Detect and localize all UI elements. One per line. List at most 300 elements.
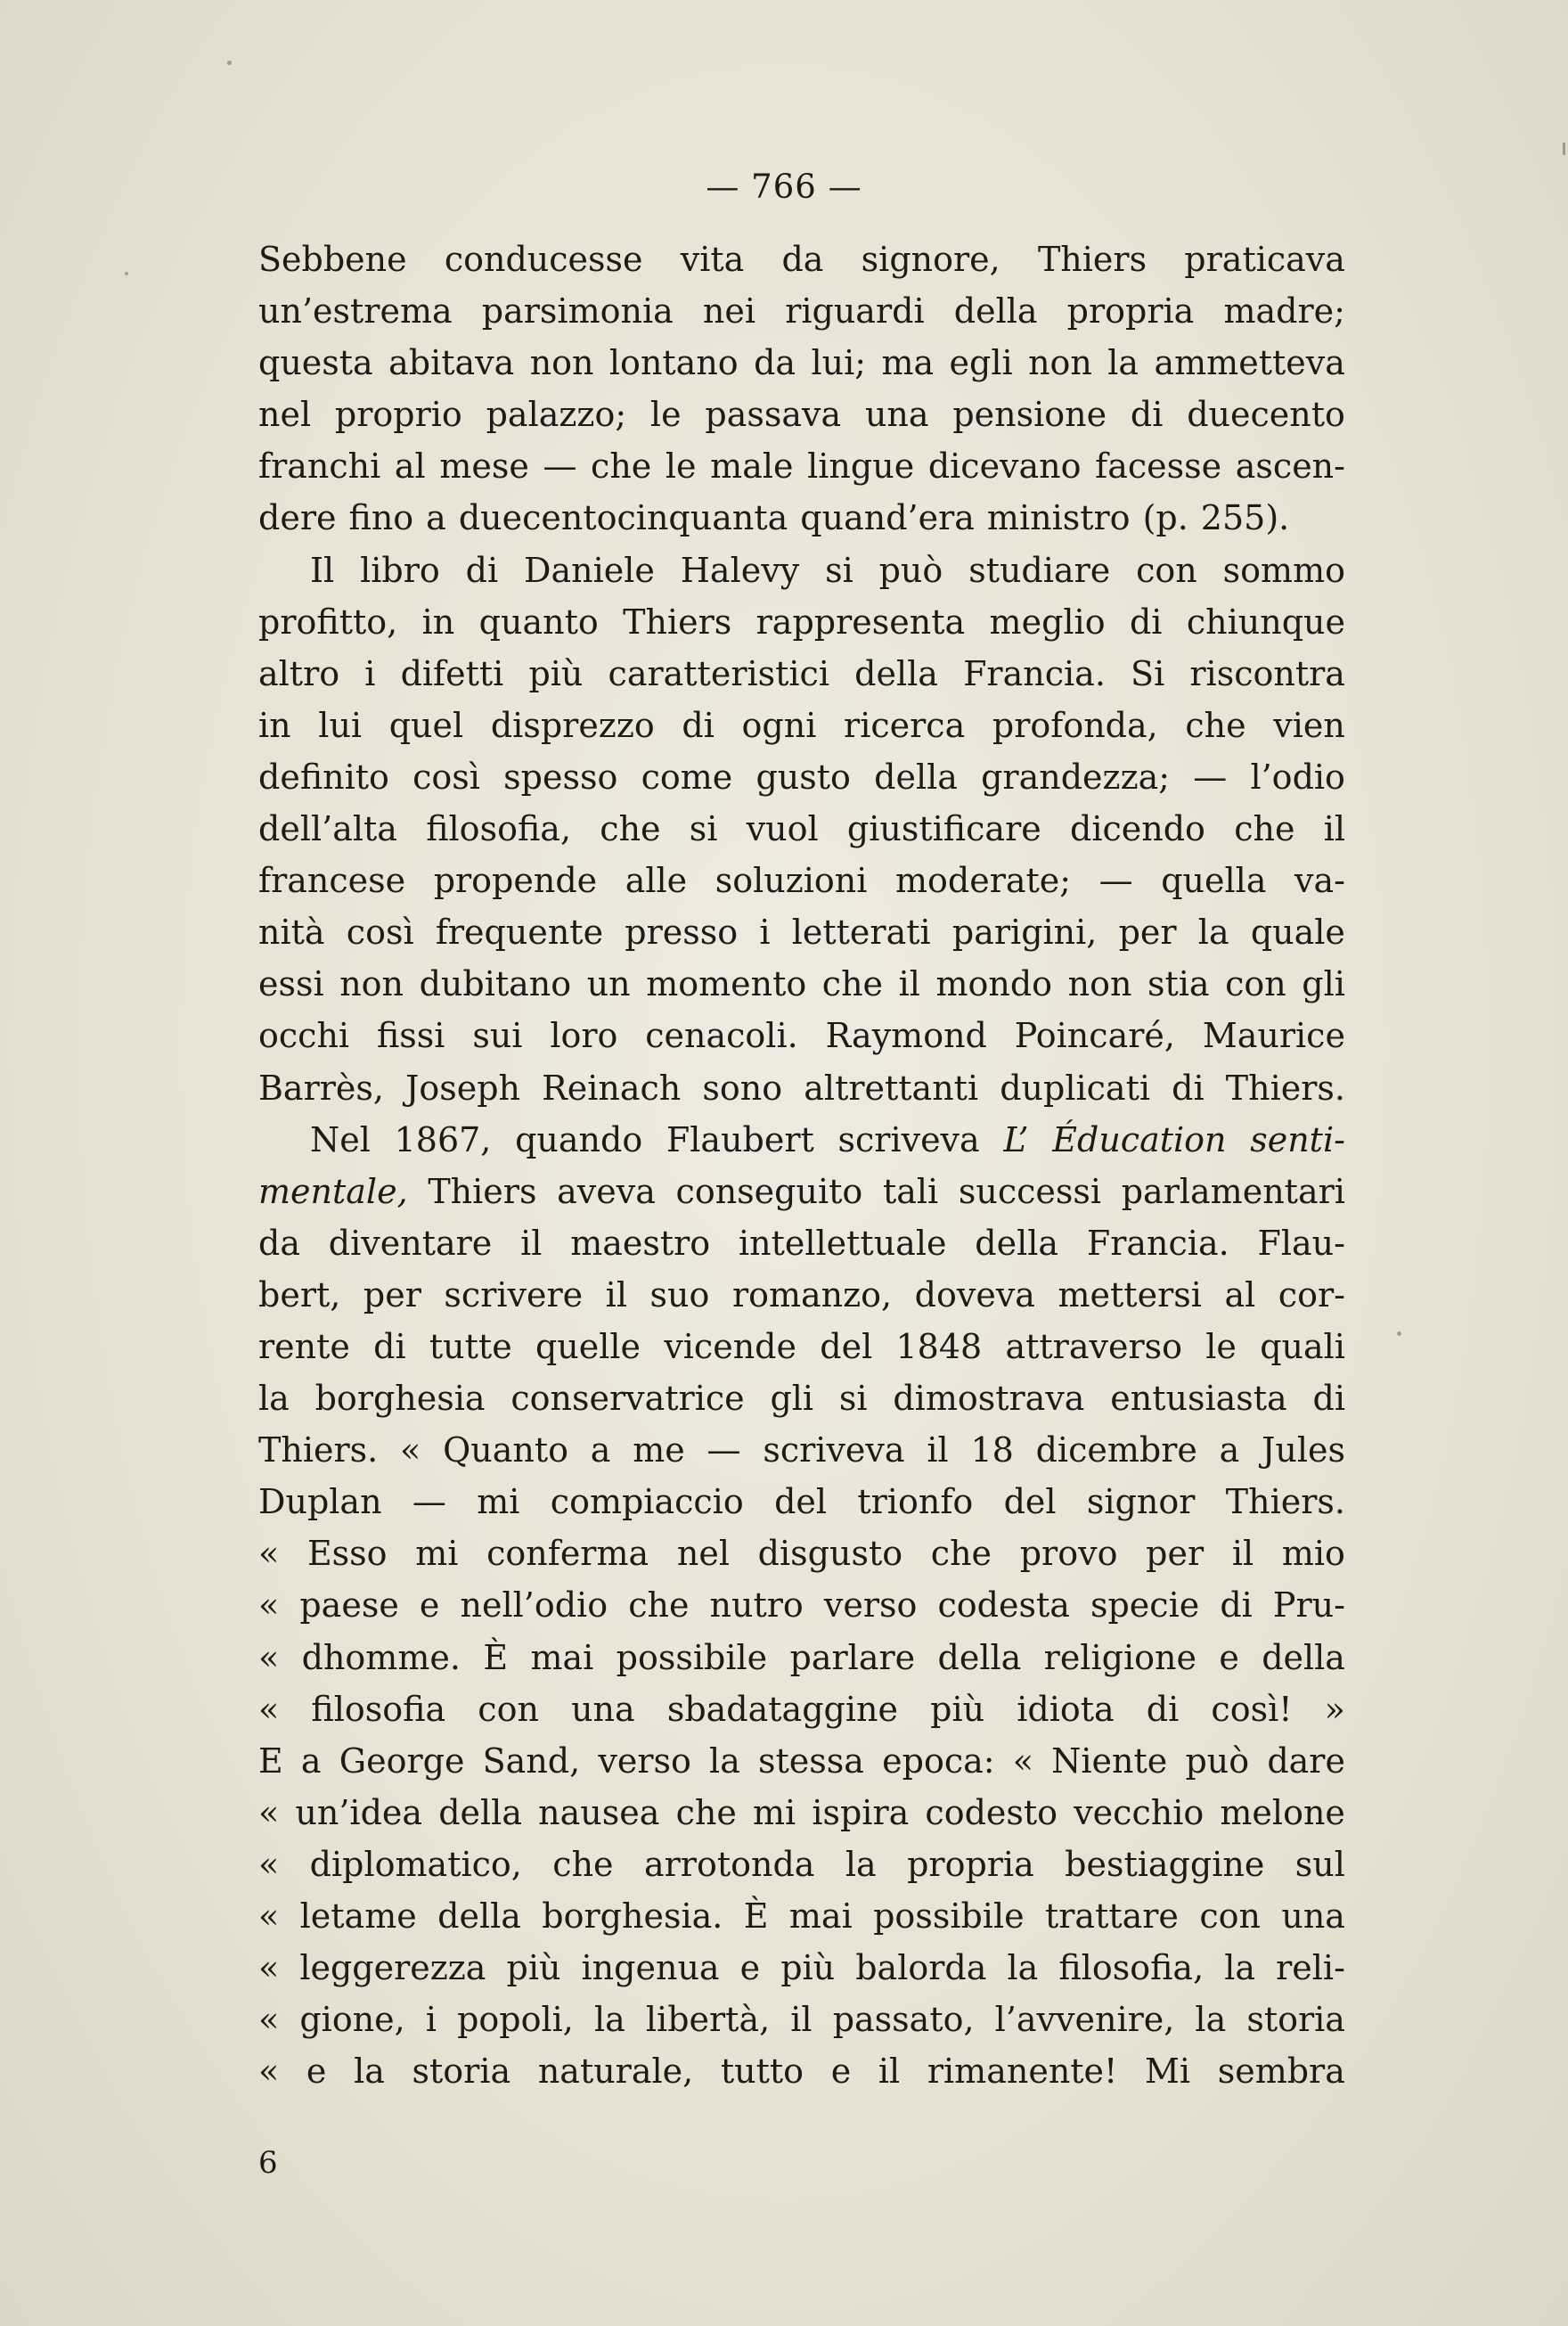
word: sui bbox=[472, 1016, 523, 1056]
word: maestro bbox=[570, 1223, 711, 1263]
word: proprio bbox=[334, 395, 462, 435]
text-line bbox=[258, 1372, 1345, 1424]
text-line bbox=[258, 751, 1345, 803]
word: mio bbox=[1281, 1534, 1345, 1574]
word: melone bbox=[1220, 1792, 1345, 1832]
text-line bbox=[258, 648, 1345, 700]
text-line bbox=[258, 958, 1345, 1010]
text-line bbox=[258, 545, 1345, 596]
word: dubitano bbox=[419, 964, 572, 1004]
word: Mi bbox=[1144, 2052, 1191, 2092]
word: la bbox=[845, 1844, 877, 1884]
word: della bbox=[953, 291, 1038, 332]
word: mai bbox=[788, 1896, 853, 1936]
word: non bbox=[529, 343, 594, 383]
word: caratteristici bbox=[608, 653, 829, 693]
word: letame bbox=[299, 1896, 417, 1936]
word: e bbox=[739, 1948, 761, 1988]
word: spesso bbox=[503, 757, 618, 797]
word: epoca: bbox=[882, 1740, 995, 1781]
word: come bbox=[641, 757, 733, 797]
paper-speck bbox=[1563, 143, 1565, 155]
word: » bbox=[1324, 1689, 1345, 1729]
word: Esso bbox=[306, 1534, 388, 1574]
word: popoli, bbox=[457, 2000, 574, 2040]
text-line bbox=[258, 337, 1345, 389]
word: l’odio bbox=[1250, 757, 1345, 797]
word: la bbox=[1195, 2000, 1227, 2040]
word: borghesia. bbox=[542, 1896, 723, 1936]
word: Poincaré, bbox=[1014, 1016, 1175, 1056]
text-line bbox=[258, 389, 1345, 440]
word: stia bbox=[1147, 964, 1210, 1004]
word: mi bbox=[752, 1792, 796, 1832]
word: quali bbox=[1260, 1326, 1345, 1366]
text-line bbox=[258, 1010, 1345, 1061]
word: la bbox=[709, 1740, 740, 1781]
word: che bbox=[1185, 705, 1246, 745]
word: della bbox=[438, 1792, 522, 1832]
word: della bbox=[874, 757, 958, 797]
body-text bbox=[258, 233, 1345, 2097]
word: profonda, bbox=[992, 705, 1158, 745]
word: Thiers bbox=[428, 1171, 537, 1211]
word: Thiers. bbox=[1225, 1068, 1345, 1108]
word: « bbox=[258, 1534, 280, 1574]
word: soluzioni bbox=[715, 861, 868, 901]
word: i bbox=[759, 913, 771, 953]
word: facesse bbox=[1095, 446, 1222, 487]
word: loro bbox=[550, 1016, 618, 1056]
word: intellettuale bbox=[738, 1223, 947, 1263]
word: momento bbox=[646, 964, 807, 1004]
word: che bbox=[821, 964, 884, 1004]
word: nel bbox=[258, 395, 312, 435]
word: mese bbox=[439, 446, 529, 487]
text-line bbox=[258, 1787, 1345, 1839]
word: possibile bbox=[616, 1637, 768, 1677]
word: una bbox=[864, 395, 929, 435]
word: « bbox=[400, 1430, 421, 1470]
word: francese bbox=[258, 861, 406, 901]
word: dicevano bbox=[927, 446, 1082, 487]
word: del bbox=[774, 1482, 828, 1522]
word: verso bbox=[598, 1740, 691, 1781]
word: disgusto bbox=[757, 1534, 903, 1574]
word: la bbox=[1224, 1948, 1256, 1988]
word: Francia. bbox=[1086, 1223, 1229, 1263]
word: chiunque bbox=[1186, 602, 1345, 642]
word: di bbox=[1129, 602, 1163, 642]
signature-mark: 6 bbox=[258, 2145, 278, 2181]
word: grandezza; bbox=[981, 757, 1171, 797]
word: e bbox=[830, 2052, 852, 2092]
word: che bbox=[675, 1792, 737, 1832]
word: sul bbox=[1294, 1844, 1345, 1884]
word: le bbox=[1205, 1326, 1237, 1366]
word: idiota bbox=[1017, 1689, 1115, 1729]
word: dicendo bbox=[1070, 809, 1205, 849]
word: dhomme. bbox=[301, 1637, 461, 1677]
word: ammetteva bbox=[1154, 343, 1345, 383]
word: tali bbox=[882, 1171, 939, 1211]
word: più bbox=[930, 1689, 985, 1729]
word: una bbox=[1281, 1896, 1345, 1936]
word: nei bbox=[702, 291, 756, 332]
word: lontano bbox=[608, 343, 739, 383]
word: tutto bbox=[720, 2052, 804, 2092]
text-line bbox=[258, 492, 1345, 544]
word: così bbox=[412, 757, 480, 797]
word: da bbox=[754, 343, 796, 383]
word: romanzo, bbox=[731, 1274, 893, 1315]
word: occhi bbox=[258, 1016, 350, 1056]
word: il bbox=[1323, 809, 1345, 849]
word: essi bbox=[258, 964, 324, 1004]
word: parigini, bbox=[951, 913, 1098, 953]
word: frequente bbox=[435, 913, 604, 953]
word: in bbox=[258, 705, 291, 745]
word: — bbox=[1098, 861, 1133, 901]
word: rimanente! bbox=[927, 2052, 1118, 2092]
word: praticava bbox=[1184, 240, 1345, 279]
word: Daniele bbox=[524, 550, 655, 590]
word: ingenua bbox=[581, 1948, 720, 1988]
word: moderate; bbox=[894, 861, 1072, 901]
word: quella bbox=[1161, 861, 1267, 901]
word: a bbox=[590, 1430, 611, 1470]
word: ispira bbox=[812, 1792, 910, 1832]
word: E bbox=[258, 1740, 283, 1781]
word: il bbox=[878, 2052, 901, 2092]
word: Éducation bbox=[1052, 1119, 1227, 1159]
word: le bbox=[665, 446, 697, 487]
word: verso bbox=[823, 1585, 918, 1626]
word: Il bbox=[310, 550, 335, 590]
word: duecento bbox=[1187, 395, 1345, 435]
word: che bbox=[628, 1585, 690, 1626]
word: « bbox=[258, 2052, 280, 2092]
word: così! bbox=[1211, 1689, 1293, 1729]
word: di bbox=[1172, 1068, 1205, 1108]
word: per bbox=[363, 1274, 421, 1315]
word: si bbox=[825, 550, 853, 590]
word: Maurice bbox=[1202, 1016, 1345, 1056]
word: nità bbox=[258, 913, 325, 953]
word: vecchio bbox=[1074, 1792, 1205, 1832]
word: studiare bbox=[968, 550, 1111, 590]
word: può bbox=[1185, 1740, 1250, 1781]
word: conferma bbox=[486, 1534, 649, 1574]
text-line bbox=[258, 233, 1345, 285]
word: Thiers bbox=[623, 602, 732, 642]
word: che bbox=[600, 809, 661, 849]
word: Reinach bbox=[542, 1068, 682, 1108]
word: un bbox=[586, 964, 631, 1004]
word: Francia. bbox=[963, 653, 1106, 693]
word: « bbox=[1012, 1740, 1033, 1781]
word: di bbox=[1146, 1689, 1180, 1729]
word: male bbox=[710, 446, 794, 487]
word: lui; bbox=[811, 343, 867, 383]
word: tutte bbox=[429, 1326, 512, 1366]
text-line bbox=[258, 285, 1345, 337]
text-line bbox=[258, 1527, 1345, 1579]
word: il bbox=[898, 964, 920, 1004]
word: « bbox=[258, 1689, 280, 1729]
word: pensione bbox=[952, 395, 1107, 435]
word: il bbox=[927, 1430, 949, 1470]
word: stessa bbox=[758, 1740, 864, 1781]
word: franchi bbox=[258, 446, 381, 487]
word: balorda bbox=[855, 1948, 987, 1988]
word: passava bbox=[705, 395, 842, 435]
word: diplomatico, bbox=[309, 1844, 522, 1884]
word: mai bbox=[530, 1637, 594, 1677]
word: della bbox=[937, 1637, 1022, 1677]
word: nutro bbox=[709, 1585, 804, 1626]
word: e bbox=[419, 1585, 440, 1626]
text-line bbox=[258, 596, 1345, 648]
word: non bbox=[1067, 964, 1132, 1004]
word: mi bbox=[477, 1482, 520, 1522]
word: — bbox=[1193, 757, 1228, 797]
word: « bbox=[258, 1637, 280, 1677]
word: quel bbox=[388, 705, 464, 745]
word: « bbox=[258, 1948, 280, 1988]
word: che bbox=[1234, 809, 1295, 849]
text-line bbox=[258, 1269, 1345, 1321]
word: letterati bbox=[791, 913, 931, 953]
word: lui bbox=[318, 705, 363, 745]
word: al bbox=[1224, 1274, 1256, 1315]
word: per bbox=[1118, 913, 1177, 953]
word: così bbox=[346, 913, 414, 953]
word: « bbox=[258, 2000, 280, 2040]
word: me bbox=[633, 1430, 685, 1470]
word: profitto, bbox=[258, 602, 398, 642]
word: presso bbox=[625, 913, 739, 953]
word: fissi bbox=[376, 1016, 445, 1056]
word: gusto bbox=[755, 757, 851, 797]
word: Thiers. bbox=[1225, 1482, 1345, 1522]
word: 1867, bbox=[394, 1119, 492, 1159]
word: conservatrice bbox=[510, 1379, 745, 1419]
word: Flaubert bbox=[666, 1119, 814, 1159]
word: compiaccio bbox=[550, 1482, 744, 1522]
word: questa bbox=[258, 343, 373, 383]
word: con bbox=[1225, 964, 1286, 1004]
text-line bbox=[258, 1942, 1345, 1994]
word: parsimonia bbox=[481, 291, 674, 332]
word: riguardi bbox=[785, 291, 925, 332]
word: sembra bbox=[1217, 2052, 1345, 2092]
word: le bbox=[649, 395, 682, 435]
word: bert, bbox=[258, 1274, 341, 1315]
word: con bbox=[1136, 550, 1197, 590]
word: al bbox=[394, 446, 426, 487]
word: gli bbox=[770, 1379, 814, 1419]
word: signor bbox=[1086, 1482, 1196, 1522]
word: la bbox=[1107, 343, 1139, 383]
word: possibile bbox=[873, 1896, 1025, 1936]
page-number: — 766 — bbox=[706, 168, 862, 206]
text-line bbox=[258, 1839, 1345, 1890]
word: « bbox=[258, 1896, 280, 1936]
text-line bbox=[258, 1166, 1345, 1217]
text-line bbox=[258, 440, 1345, 492]
word: trionfo bbox=[857, 1482, 974, 1522]
word: di bbox=[1130, 395, 1164, 435]
word: di bbox=[1220, 1585, 1253, 1626]
text-line bbox=[258, 855, 1345, 906]
word: naturale, bbox=[537, 2052, 694, 2092]
word: riscontra bbox=[1189, 653, 1345, 693]
word: una bbox=[571, 1689, 635, 1729]
text-line bbox=[258, 906, 1345, 958]
word: che bbox=[552, 1844, 614, 1884]
word: mettersi bbox=[1058, 1274, 1202, 1315]
word: a bbox=[426, 498, 446, 538]
word: il bbox=[1231, 1534, 1254, 1574]
word: egli bbox=[949, 343, 1013, 383]
word: Quanto bbox=[443, 1430, 568, 1470]
word: sono bbox=[702, 1068, 783, 1108]
word: senti- bbox=[1250, 1119, 1345, 1159]
text-line bbox=[258, 1579, 1345, 1631]
text-line bbox=[258, 1994, 1345, 2045]
word: il bbox=[520, 1223, 543, 1263]
word: signore, bbox=[861, 240, 1000, 279]
word: George bbox=[339, 1740, 465, 1781]
word: gli bbox=[1302, 964, 1345, 1004]
word: Barrès, bbox=[258, 1068, 384, 1108]
word: Joseph bbox=[405, 1068, 521, 1108]
word: cenacoli. bbox=[645, 1016, 798, 1056]
word: — bbox=[543, 446, 577, 487]
word: quale bbox=[1250, 913, 1345, 953]
word: Raymond bbox=[825, 1016, 987, 1056]
word: un’estrema bbox=[258, 291, 453, 332]
word: dicembre bbox=[1035, 1430, 1197, 1470]
word: attraverso bbox=[1005, 1326, 1183, 1366]
word: trattare bbox=[1044, 1896, 1179, 1936]
word: più bbox=[506, 1948, 561, 1988]
word: religione bbox=[1043, 1637, 1196, 1677]
text-line bbox=[258, 1062, 1345, 1114]
word: Sand, bbox=[482, 1740, 581, 1781]
word: definito bbox=[258, 757, 389, 797]
word: della bbox=[1262, 1637, 1345, 1677]
word: la bbox=[1007, 1948, 1039, 1988]
text-line bbox=[258, 2045, 1345, 2097]
word: Si bbox=[1131, 653, 1165, 693]
word: filosofia, bbox=[1058, 1948, 1205, 1988]
word: palazzo; bbox=[486, 395, 627, 435]
word: nell’odio bbox=[460, 1585, 608, 1626]
word: (p. bbox=[1142, 498, 1188, 538]
word: parlare bbox=[789, 1637, 916, 1677]
word: conducesse bbox=[444, 240, 643, 279]
word: va- bbox=[1294, 861, 1345, 901]
word: quelle bbox=[535, 1326, 641, 1366]
word: ricerca bbox=[844, 705, 966, 745]
word: paese bbox=[299, 1585, 399, 1626]
word: successi bbox=[958, 1171, 1102, 1211]
word: e bbox=[306, 2052, 327, 2092]
word: ascen- bbox=[1235, 446, 1345, 487]
word: storia bbox=[1246, 2000, 1345, 2040]
word: la bbox=[593, 2000, 625, 2040]
word: e bbox=[1219, 1637, 1239, 1677]
word: Pru- bbox=[1272, 1585, 1345, 1626]
word: scriveva bbox=[763, 1430, 905, 1470]
word: Nel bbox=[310, 1119, 371, 1159]
word: Jules bbox=[1262, 1430, 1345, 1470]
word: propende bbox=[433, 861, 598, 901]
word: madre; bbox=[1223, 291, 1345, 332]
word: duecentocinquanta bbox=[458, 498, 788, 538]
word: Halevy bbox=[680, 550, 800, 590]
word: propria bbox=[1066, 291, 1195, 332]
word: vita bbox=[680, 240, 745, 279]
word: specie bbox=[1090, 1585, 1200, 1626]
word: È bbox=[483, 1637, 509, 1677]
word: passato, bbox=[832, 2000, 975, 2040]
word: storia bbox=[412, 2052, 511, 2092]
word: il bbox=[790, 2000, 813, 2040]
word: a bbox=[1219, 1430, 1240, 1470]
word: Flau- bbox=[1257, 1223, 1345, 1263]
word: filosofia bbox=[311, 1689, 446, 1729]
word: con bbox=[478, 1689, 539, 1729]
word: alle bbox=[625, 861, 688, 901]
word: lingue bbox=[807, 446, 915, 487]
word: conseguito bbox=[675, 1171, 863, 1211]
word: giustificare bbox=[846, 809, 1041, 849]
text-line bbox=[258, 1476, 1345, 1527]
word: ministro bbox=[986, 498, 1131, 538]
word: dimostrava bbox=[893, 1379, 1085, 1419]
word: disprezzo bbox=[490, 705, 655, 745]
text-line bbox=[258, 803, 1345, 855]
paper-speck bbox=[125, 272, 128, 275]
word: i bbox=[425, 2000, 437, 2040]
word: libertà, bbox=[645, 2000, 771, 2040]
word: scrivere bbox=[444, 1274, 584, 1315]
word: L’ bbox=[1003, 1119, 1029, 1159]
word: un’idea bbox=[295, 1792, 423, 1832]
word: borghesia bbox=[314, 1379, 486, 1419]
text-line bbox=[258, 1735, 1345, 1787]
paper-speck bbox=[227, 61, 232, 65]
word: della bbox=[975, 1223, 1059, 1263]
word: quanto bbox=[478, 602, 599, 642]
text-line bbox=[258, 1683, 1345, 1735]
word: quando bbox=[515, 1119, 643, 1159]
word: fino bbox=[348, 498, 414, 538]
word: cor- bbox=[1278, 1274, 1345, 1315]
word: Thiers bbox=[1037, 240, 1147, 279]
word: si bbox=[838, 1379, 868, 1419]
word: della bbox=[854, 653, 938, 693]
word: di bbox=[373, 1326, 406, 1366]
word: — bbox=[412, 1482, 446, 1522]
word: È bbox=[743, 1896, 769, 1936]
word: — bbox=[706, 1430, 741, 1470]
word: parlamentari bbox=[1121, 1171, 1345, 1211]
word: mondo bbox=[935, 964, 1053, 1004]
